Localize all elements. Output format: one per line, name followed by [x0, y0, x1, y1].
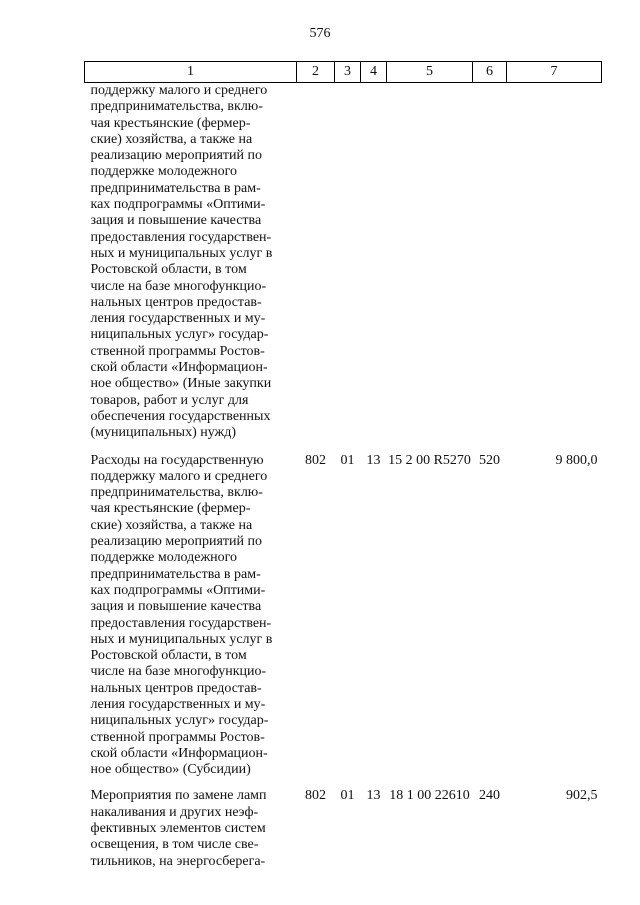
description-line: ские) хозяйства, а также на	[90, 131, 253, 147]
expense-type-code: 520	[479, 452, 500, 468]
description-line: ления государственных и му-	[90, 696, 266, 712]
target-article-code: 18 1 00 22610	[389, 788, 470, 804]
description-line: реализацию мероприятий по	[90, 534, 262, 550]
description-line: Ростовской области, в том	[90, 262, 247, 278]
column-header-3: 3	[335, 62, 361, 83]
description-line: фективных элементов систем	[90, 821, 266, 837]
description-line: предпринимательства, вклю-	[90, 99, 263, 115]
amount: 902,5	[566, 788, 598, 804]
description-line: поддержку малого и среднего	[90, 83, 268, 98]
section-code: 01	[340, 452, 355, 468]
description-line: ниципальных услуг» государ-	[90, 713, 269, 729]
table-row	[85, 788, 602, 869]
description-line: нальных центров предостав-	[90, 680, 262, 696]
table-row	[85, 453, 602, 789]
subsection-code	[361, 83, 387, 453]
description-line: предпринимательства, вклю-	[90, 485, 263, 501]
description-line: предпринимательства в рам-	[90, 566, 261, 582]
description-line: ках подпрограммы «Оптими-	[90, 582, 266, 598]
target-article-code	[387, 83, 473, 453]
column-header-4: 4	[361, 62, 387, 83]
department-code: 802	[305, 452, 326, 468]
item-description	[85, 788, 297, 869]
description-line: ления государственных и му-	[90, 311, 266, 327]
description-line: тильников, на энергосберега-	[90, 853, 266, 869]
description-line: ных и муниципальных услуг в	[90, 245, 273, 261]
description-line: чая крестьянские (фермер-	[90, 501, 251, 517]
description-line: обеспечения государственных	[90, 408, 271, 424]
subsection-code: 13	[366, 452, 381, 468]
description-line: предоставления государствен-	[90, 229, 272, 245]
description-line: поддержке молодежного	[90, 550, 238, 566]
section-code	[335, 83, 361, 453]
budget-table	[84, 61, 602, 870]
description-line: ное общество» (Иные закупки	[90, 376, 272, 392]
description-line: Мероприятия по замене ламп	[90, 788, 267, 804]
description-line: товаров, работ и услуг для	[90, 392, 249, 408]
description-line: ственной программы Ростов-	[90, 343, 265, 359]
description-line: ственной программы Ростов-	[90, 729, 265, 745]
description-line: поддержку малого и среднего	[90, 468, 268, 484]
description-line: ские) хозяйства, а также на	[90, 517, 253, 533]
amount: 9 800,0	[555, 452, 598, 468]
description-line: Расходы на государственную	[90, 452, 264, 468]
description-line: освещения, в том числе све-	[90, 837, 259, 853]
description-line: ской области «Информацион-	[90, 745, 268, 761]
page-number: 576	[309, 26, 331, 41]
description-line: нальных центров предостав-	[90, 294, 262, 310]
section-code: 01	[340, 788, 355, 804]
item-description	[85, 453, 297, 789]
item-description	[85, 83, 297, 453]
description-line: зация и повышение качества	[90, 213, 262, 229]
description-line: предоставления государствен-	[90, 615, 272, 631]
column-header-2: 2	[297, 62, 335, 83]
description-line: Ростовской области, в том	[90, 648, 247, 664]
expense-type-code: 240	[479, 788, 500, 804]
column-header-5: 5	[387, 62, 473, 83]
column-header-6: 6	[473, 62, 507, 83]
expense-type-code	[473, 83, 507, 453]
table-row	[85, 83, 602, 453]
description-line: ных и муниципальных услуг в	[90, 631, 273, 647]
column-header-1: 1	[85, 62, 297, 83]
description-line: поддержке молодежного	[90, 164, 238, 180]
department-code: 802	[305, 788, 326, 804]
description-line: (муниципальных) нужд)	[90, 425, 237, 441]
target-article-code: 15 2 00 R5270	[388, 452, 471, 468]
description-line: накаливания и других неэф-	[90, 804, 259, 820]
description-line: числе на базе многофункцио-	[90, 278, 267, 294]
description-line: чая крестьянские (фермер-	[90, 115, 251, 131]
description-line: ниципальных услуг» государ-	[90, 327, 269, 343]
description-line: предпринимательства в рам-	[90, 180, 261, 196]
description-line: реализацию мероприятий по	[90, 148, 262, 164]
description-line: числе на базе многофункцио-	[90, 664, 267, 680]
subsection-code: 13	[366, 788, 381, 804]
department-code	[297, 83, 335, 453]
description-line: ках подпрограммы «Оптими-	[90, 197, 266, 213]
column-header-7: 7	[507, 62, 602, 83]
amount	[507, 83, 602, 453]
column-number-header-row	[85, 62, 602, 83]
description-line: ное общество» (Субсидии)	[90, 762, 251, 778]
description-line: зация и повышение качества	[90, 599, 262, 615]
description-line: ской области «Информацион-	[90, 360, 268, 376]
